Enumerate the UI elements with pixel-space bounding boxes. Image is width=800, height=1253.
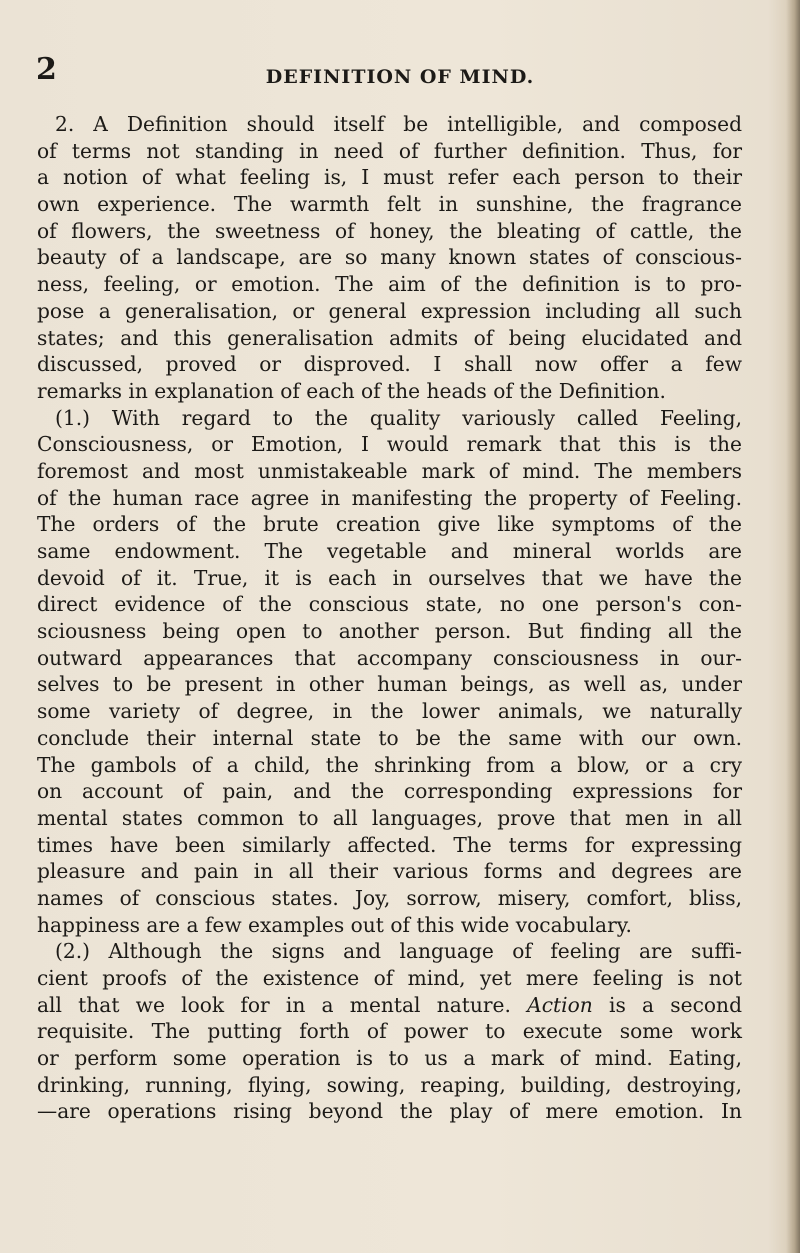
text-line: mental states common to all languages, prove that men in all [37,805,742,830]
text-line: a notion of what feeling is, I must refer each person to their [37,165,742,190]
text-line: The gambols of a child, the shrinking from a blow, or a cry [37,752,742,777]
text-line: happiness are a few examples out of this wide vocabulary. [37,912,632,937]
text-segment: all that we look for in a mental nature. [37,992,511,1017]
text-line: names of conscious states. Joy, sorrow, misery, comfort, bliss, [37,885,742,910]
text-line: beauty of a landscape, are so many known states of conscious- [37,245,742,270]
emphasis-action: Action [527,992,593,1017]
text-line: devoid of it. True, it is each in ourselves that we have the [37,565,742,590]
text-line: direct evidence of the conscious state, no one person's con- [37,592,742,617]
text-line: —are operations rising beyond the play of mere emotion. In [37,1099,742,1124]
text-line: selves to be present in other human beings, as well as, under [37,672,742,697]
text-line: pleasure and pain in all their various forms and degrees are [37,859,742,884]
text-line: (2.) Although the signs and language of feeling are suffi- [55,939,742,964]
text-line: same endowment. The vegetable and mineral worlds are [37,539,742,563]
text-line: cient proofs of the existence of mind, yet mere feeling is not [37,966,742,990]
text-line: (1.) With regard to the quality variously called Feeling, [55,405,742,430]
text-line: pose a generalisation, or general expression including all such [37,298,742,323]
text-line: of the human race agree in manifesting the property of Feeling. [37,485,742,510]
text-line: of flowers, the sweetness of honey, the bleating of cattle, the [37,218,742,243]
text-line: 2. A Definition should itself be intelligible, and composed [55,112,742,136]
text-line: times have been similarly affected. The terms for expressing [37,832,742,857]
text-line: discussed, proved or disproved. I shall now offer a few [37,352,742,377]
text-line: conclude their internal state to be the same with our own. [37,725,742,750]
text-segment: is a second [608,992,742,1017]
body-text [37,111,742,1125]
text-line: The orders of the brute creation give like symptoms of the [37,512,742,537]
text-line: states; and this generalisation admits of being elucidated and [37,325,742,350]
text-line: foremost and most unmistakeable mark of mind. The members [37,458,742,483]
text-line: drinking, running, flying, sowing, reaping, building, destroying, [37,1072,742,1097]
text-line: Consciousness, or Emotion, I would remark that this is the [37,432,742,457]
text-line: some variety of degree, in the lower animals, we naturally [37,699,742,724]
text-line: own experience. The warmth felt in sunshine, the fragrance [37,192,742,217]
page-edge-shadow [786,0,800,1253]
text-line: sciousness being open to another person. But finding all the [37,619,742,644]
text-line: requisite. The putting forth of power to execute some work [37,1019,742,1044]
running-title: DEFINITION OF MIND. [265,66,535,88]
text-line [37,992,742,1019]
text-line: on account of pain, and the corresponding expressions for [37,779,742,804]
text-line: of terms not standing in need of further definition. Thus, for [37,138,742,163]
text-line: or perform some operation is to us a mark of mind. Eating, [37,1046,742,1071]
page-number: 2 [36,52,57,87]
text-line: outward appearances that accompany consciousness in our- [37,645,742,670]
text-line: remarks in explanation of each of the heads of the Definition. [37,378,666,403]
text-line: ness, feeling, or emotion. The aim of the definition is to pro- [37,272,742,297]
